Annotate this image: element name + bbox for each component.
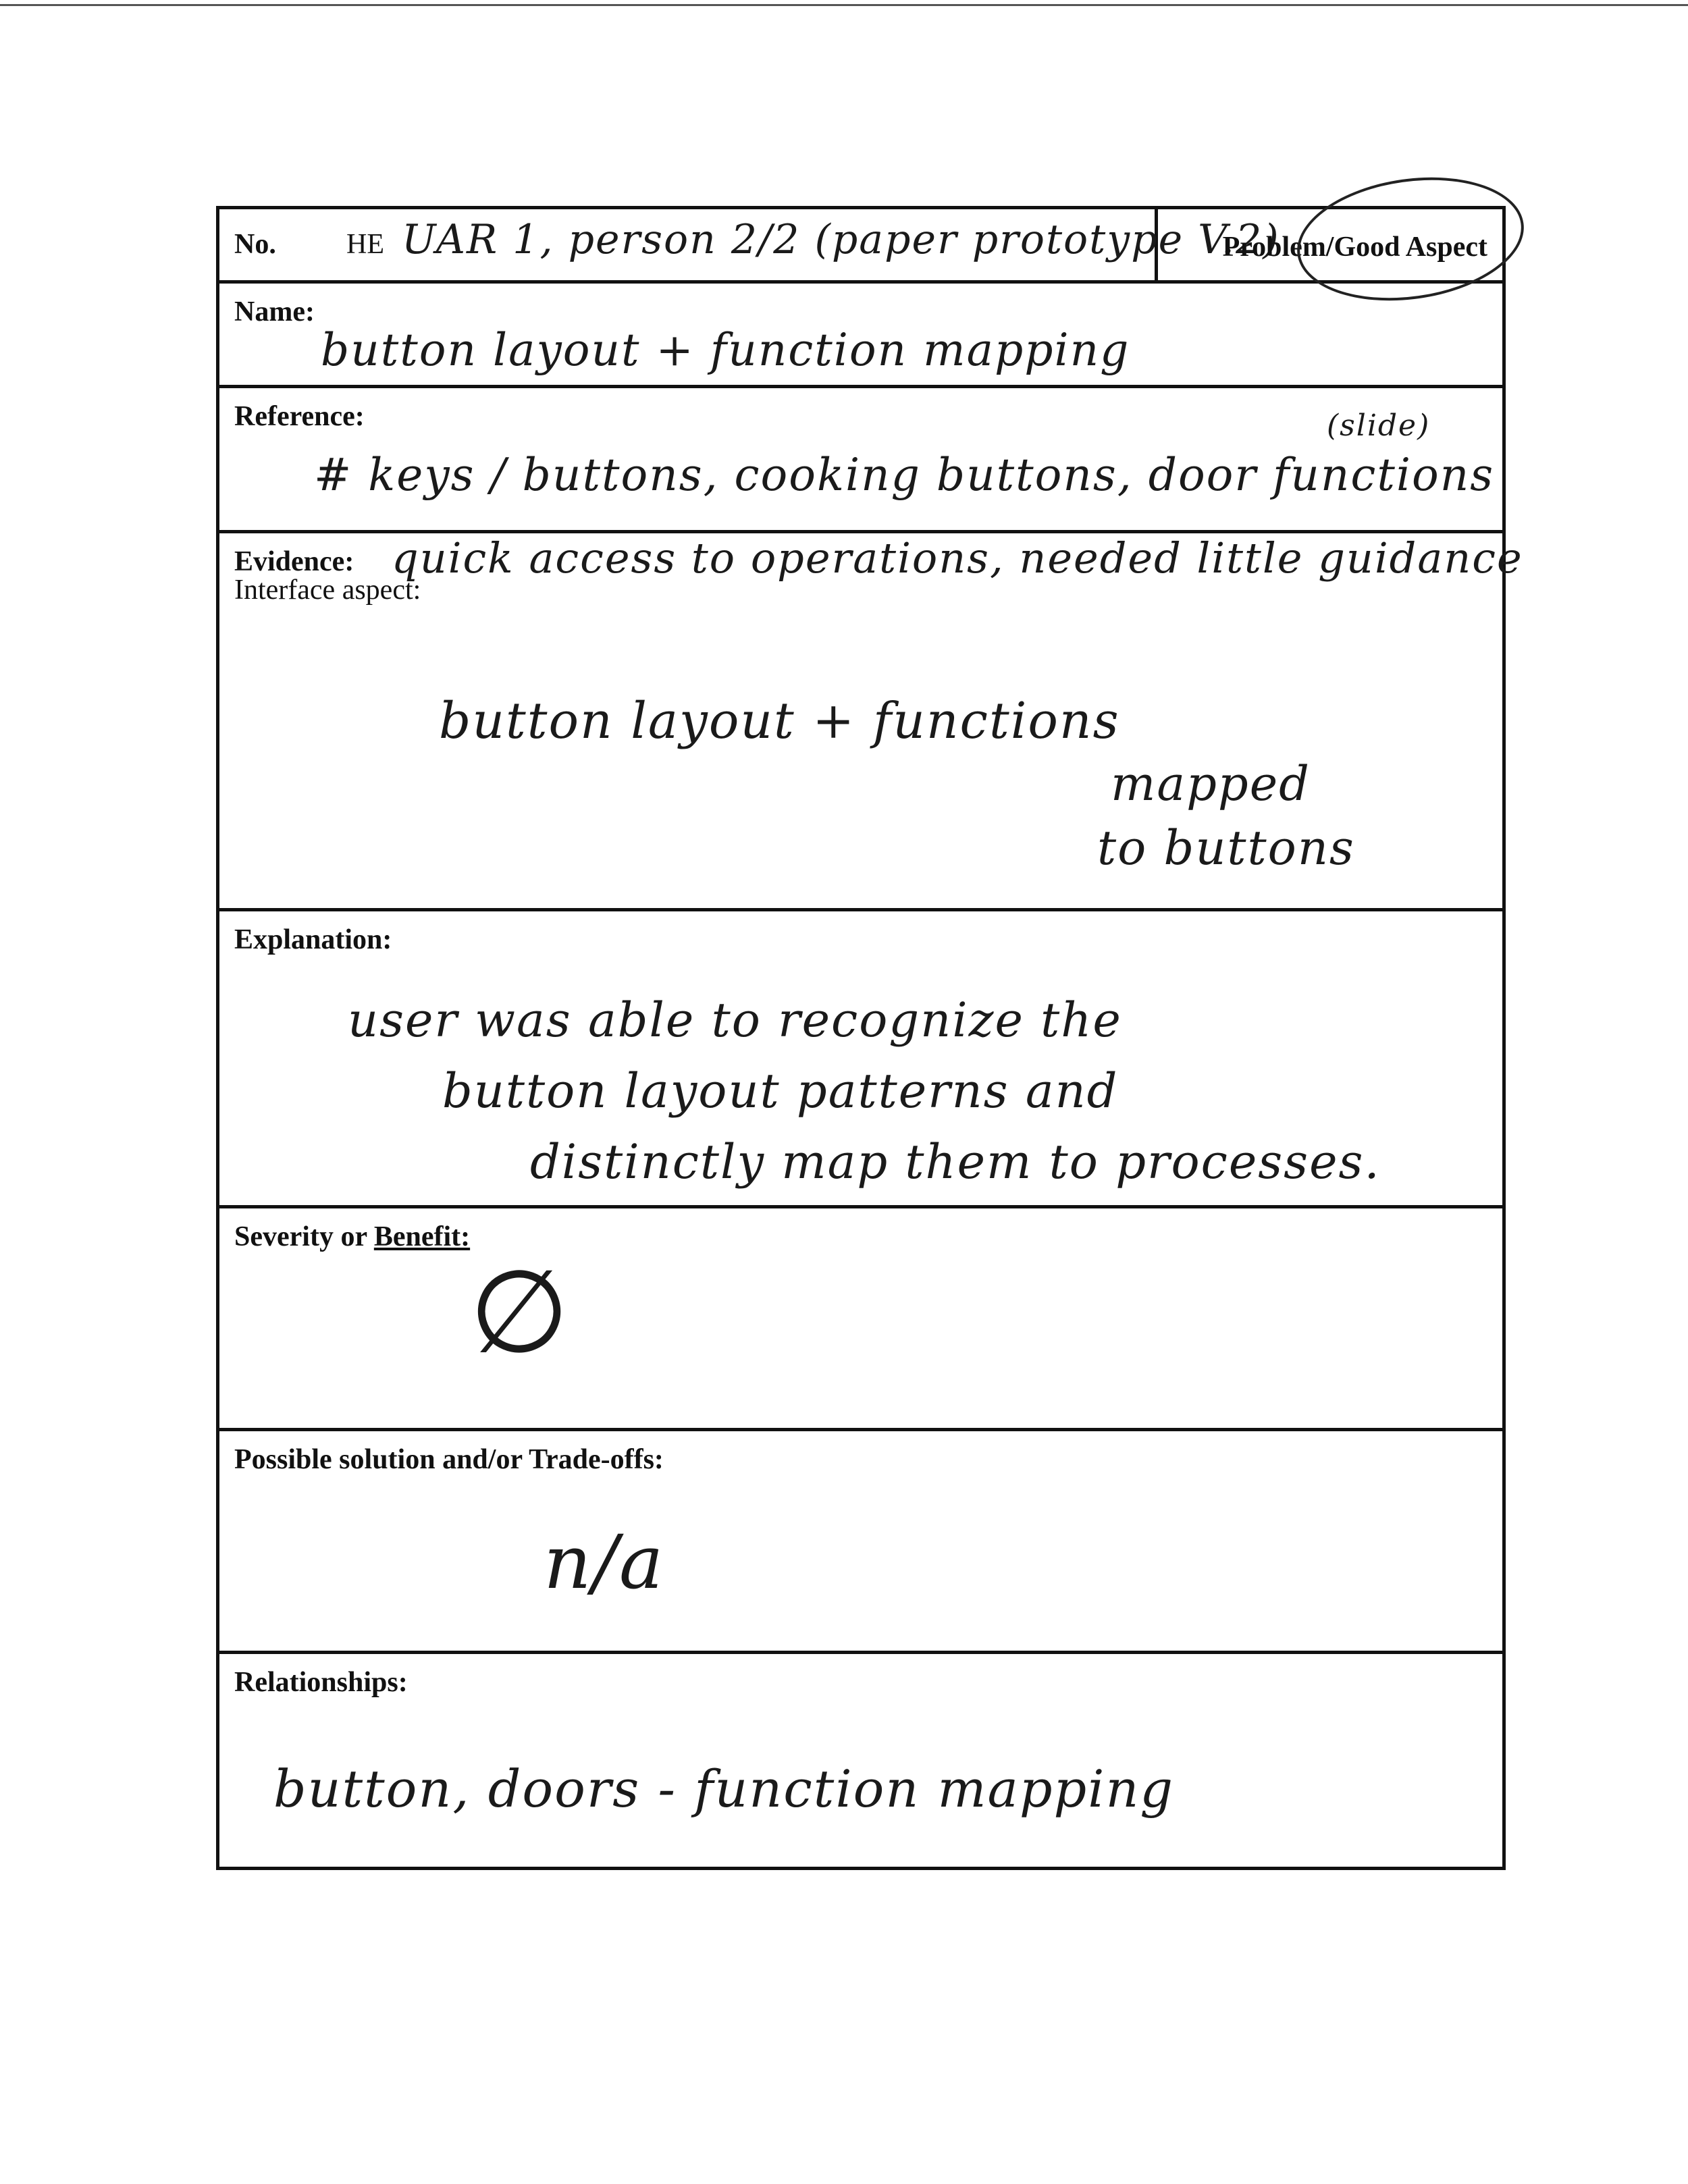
- reference-label: Reference:: [234, 401, 365, 432]
- interface-line-3: to buttons: [1097, 820, 1355, 876]
- heuristic-evaluation-form: [216, 206, 1523, 1870]
- severity-label-group: [234, 1221, 470, 1253]
- explanation-cell: [218, 910, 1504, 1207]
- name-cell: [218, 282, 1504, 387]
- reference-value: # keys / buttons, cooking buttons, door functions: [314, 449, 1495, 501]
- name-label: Name:: [234, 296, 315, 327]
- severity-row: [218, 1207, 1504, 1430]
- interface-line-2: mapped: [1111, 756, 1311, 811]
- relationships-value: button, doors - function mapping: [273, 1759, 1175, 1819]
- scan-edge-line: [0, 4, 1688, 6]
- explanation-line-2: button layout patterns and: [442, 1063, 1119, 1119]
- relationships-cell: [218, 1653, 1504, 1869]
- evidence-value: quick access to operations, needed little guidance: [392, 533, 1523, 583]
- number-label: No.: [234, 229, 276, 260]
- solution-value: n/a: [544, 1519, 665, 1605]
- explanation-line-3: distinctly map them to processes.: [530, 1134, 1381, 1190]
- severity-label: Severity or: [234, 1221, 367, 1252]
- name-row: [218, 282, 1504, 387]
- severity-cell: [218, 1207, 1504, 1430]
- evidence-label: Evidence:: [234, 546, 354, 577]
- interface-line-1: button layout + functions: [439, 692, 1120, 750]
- explanation-line-1: user was able to recognize the: [348, 992, 1122, 1048]
- number-value: UAR 1, person 2/2 (paper prototype V.2): [402, 216, 1280, 263]
- relationships-label: Relationships:: [234, 1667, 408, 1698]
- evidence-cell: [218, 532, 1523, 910]
- number-cell: [218, 208, 1280, 282]
- name-value: button layout + function mapping: [321, 324, 1130, 376]
- severity-value: ∅: [469, 1246, 571, 1379]
- number-row: [218, 208, 1504, 282]
- reference-insert: (slide): [1327, 408, 1431, 443]
- evidence-row: [218, 532, 1504, 910]
- solution-cell: [218, 1430, 1504, 1653]
- solution-label: Possible solution and/or Trade-offs:: [234, 1444, 664, 1475]
- he-prefix: HE: [346, 229, 384, 260]
- relationships-row: [218, 1653, 1504, 1869]
- interface-aspect-label: Interface aspect:: [234, 575, 421, 606]
- benefit-label: Benefit:: [373, 1221, 471, 1252]
- solution-row: [218, 1430, 1504, 1653]
- reference-cell: [218, 387, 1504, 532]
- problem-good-cell: [1157, 208, 1504, 282]
- reference-row: [218, 387, 1504, 532]
- explanation-label: Explanation:: [234, 924, 392, 955]
- problem-good-label: Problem/Good Aspect: [1222, 232, 1487, 263]
- explanation-row: [218, 910, 1504, 1207]
